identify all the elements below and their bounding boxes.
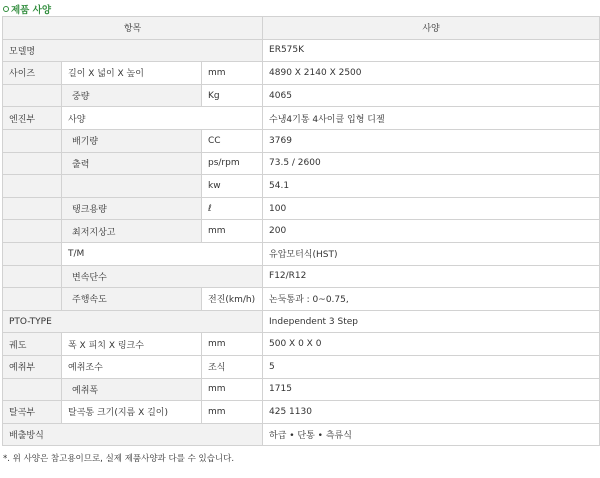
section-title	[3, 2, 51, 16]
row-label: 출력	[62, 152, 202, 175]
row-unit: CC	[202, 129, 263, 152]
header-row	[3, 17, 600, 40]
row-label: PTO-TYPE	[3, 310, 263, 333]
row-unit: mm	[202, 333, 263, 356]
table-row	[3, 242, 600, 265]
table-row	[3, 84, 600, 107]
row-value: 4065	[263, 84, 600, 107]
row-label: 예취폭	[62, 378, 202, 401]
row-group: 궤도	[3, 333, 62, 356]
row-value: 수냉4기통 4사이클 입형 디젤	[263, 107, 600, 130]
row-label: 예취조수	[62, 355, 202, 378]
header-item: 항목	[3, 17, 263, 40]
table-row	[3, 62, 600, 85]
table-row	[3, 310, 600, 333]
row-label: 중량	[62, 84, 202, 107]
row-label: 배기량	[62, 129, 202, 152]
footnote: *. 위 사양은 참고용이므로, 실제 제품사양과 다를 수 있습니다.	[3, 454, 235, 464]
row-value: 100	[263, 197, 600, 220]
spec-table	[2, 16, 600, 446]
row-label: 길이 X 넓이 X 높이	[62, 62, 202, 85]
row-value: 425 1130	[263, 401, 600, 424]
row-label: 배출방식	[3, 423, 263, 446]
row-value: F12/R12	[263, 265, 600, 288]
row-label: 모델명	[3, 39, 263, 62]
row-group: 사이즈	[3, 62, 62, 85]
row-group: 엔진부	[3, 107, 62, 130]
row-value: 200	[263, 220, 600, 243]
row-label: T/M	[62, 242, 263, 265]
row-value: 1715	[263, 378, 600, 401]
row-value: 유압모터식(HST)	[263, 242, 600, 265]
row-unit: mm	[202, 378, 263, 401]
row-unit: mm	[202, 220, 263, 243]
row-group	[3, 84, 62, 107]
row-group: 탈곡부	[3, 401, 62, 424]
table-row	[3, 39, 600, 62]
row-value: 논둑통과 : 0~0.75,	[263, 288, 600, 311]
row-label: 폭 X 피치 X 링크수	[62, 333, 202, 356]
row-label: 최저지상고	[62, 220, 202, 243]
row-group	[3, 129, 62, 152]
row-label: 탈곡통 크기(지름 X 길이)	[62, 401, 202, 424]
row-unit: Kg	[202, 84, 263, 107]
table-row	[3, 220, 600, 243]
row-group: 예취부	[3, 355, 62, 378]
row-group	[3, 175, 62, 198]
circle-bullet-icon	[3, 6, 9, 12]
row-label: 변속단수	[62, 265, 263, 288]
row-value: Independent 3 Step	[263, 310, 600, 333]
row-unit: mm	[202, 401, 263, 424]
table-row	[3, 265, 600, 288]
table-row	[3, 152, 600, 175]
section-title-text: 제품 사양	[11, 5, 52, 16]
row-unit: ps/rpm	[202, 152, 263, 175]
row-label: 사양	[62, 107, 263, 130]
table-row	[3, 423, 600, 446]
table-row	[3, 129, 600, 152]
table-row	[3, 355, 600, 378]
table-row	[3, 197, 600, 220]
row-value: 5	[263, 355, 600, 378]
table-row	[3, 378, 600, 401]
row-group	[3, 288, 62, 311]
row-group	[3, 197, 62, 220]
row-group	[3, 242, 62, 265]
table-row	[3, 333, 600, 356]
row-value: ER575K	[263, 39, 600, 62]
row-value: 하급 • 단통 • 측류식	[263, 423, 600, 446]
row-value: 4890 X 2140 X 2500	[263, 62, 600, 85]
row-label	[62, 175, 202, 198]
table-row	[3, 175, 600, 198]
row-unit: 전진(km/h)	[202, 288, 263, 311]
row-group	[3, 152, 62, 175]
row-value: 54.1	[263, 175, 600, 198]
row-value: 73.5 / 2600	[263, 152, 600, 175]
table-row	[3, 107, 600, 130]
table-row	[3, 401, 600, 424]
row-label: 탱크용량	[62, 197, 202, 220]
header-spec: 사양	[263, 17, 600, 40]
row-unit: ℓ	[202, 197, 263, 220]
row-group	[3, 265, 62, 288]
row-unit: 조식	[202, 355, 263, 378]
row-group	[3, 220, 62, 243]
row-value: 3769	[263, 129, 600, 152]
row-group	[3, 378, 62, 401]
row-unit: mm	[202, 62, 263, 85]
table-row	[3, 288, 600, 311]
row-unit: kw	[202, 175, 263, 198]
row-label: 주행속도	[62, 288, 202, 311]
row-value: 500 X 0 X 0	[263, 333, 600, 356]
